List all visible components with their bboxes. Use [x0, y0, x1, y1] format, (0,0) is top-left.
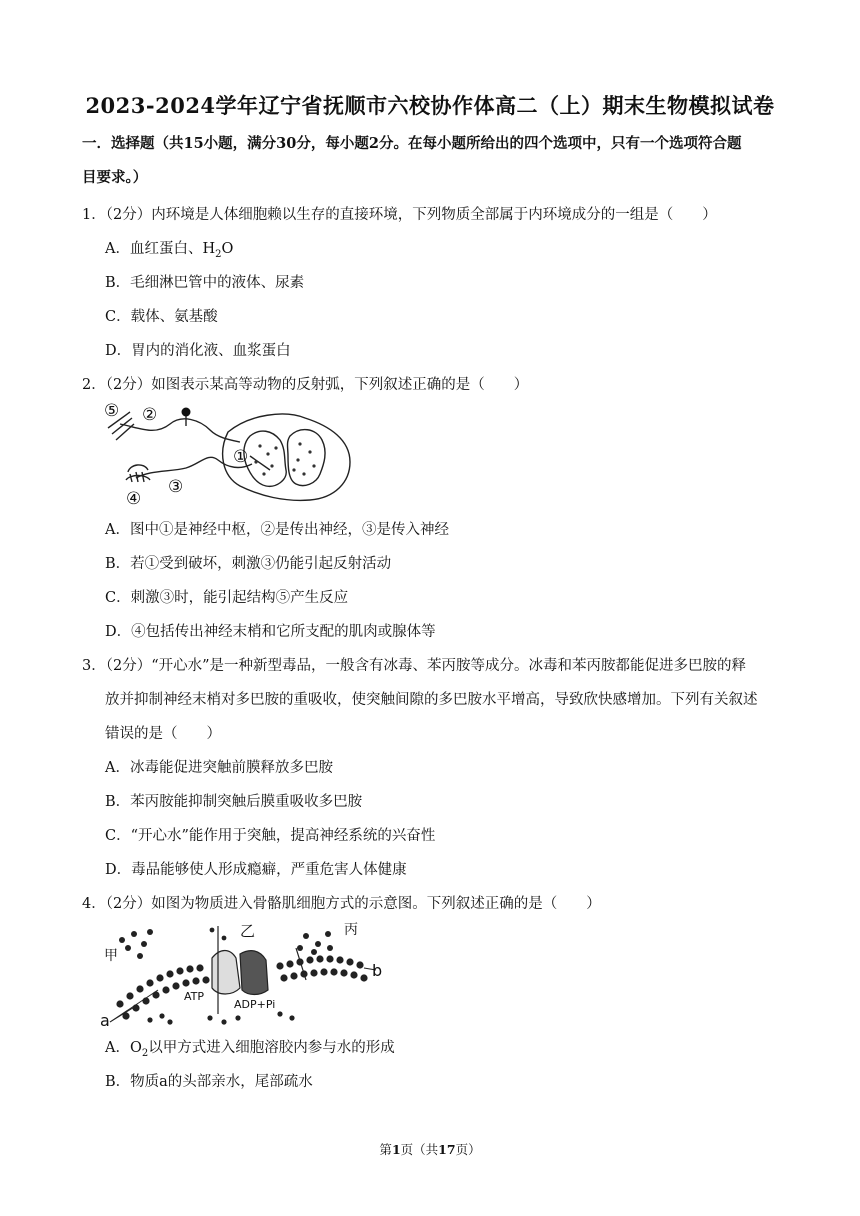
label-4: ④ [126, 489, 142, 509]
pump-protein [240, 951, 268, 995]
q1-option-a-text: A．血红蛋白、H [105, 241, 216, 257]
q2-stem: 2．（2分）如图表示某高等动物的反射弧，下列叙述正确的是（ ） [82, 377, 529, 393]
q2-option-d: D．④包括传出神经末梢和它所支配的肌肉或腺体等 [105, 624, 436, 640]
q2-option-a: A．图中①是神经中枢，②是传出神经，③是传入神经 [105, 522, 449, 538]
label-b: b [372, 961, 383, 980]
footer-total-pages: 17 [438, 1142, 456, 1157]
q1-option-b: B．毛细淋巴管中的液体、尿素 [105, 275, 305, 291]
membrane-transport-figure [100, 918, 390, 1028]
label-3: ③ [168, 477, 184, 497]
q3-option-d: D．毒品能够使人形成瘾癖，严重危害人体健康 [105, 862, 407, 878]
q4-option-b: B．物质a的头部亲水，尾部疏水 [105, 1074, 313, 1090]
page-title: 2023-2024学年辽宁省抚顺市六校协作体高二（上）期末生物模拟试卷 [85, 93, 775, 118]
footer-middle: 页（共 [400, 1142, 439, 1157]
footer-suffix: 页） [455, 1142, 481, 1157]
section-heading-line1: 一．选择题（共15小题，满分30分，每小题2分。在每小题所给出的四个选项中，只有一个选项符合题 [82, 135, 742, 152]
q2-option-b: B．若①受到破坏，刺激③仍能引起反射活动 [105, 556, 392, 572]
footer-prefix: 第 [379, 1142, 392, 1157]
carrier-protein [212, 951, 240, 995]
label-5: ⑤ [104, 401, 120, 421]
q3-stem-line3: 错误的是（ ） [105, 726, 221, 742]
q3-option-a: A．冰毒能促进突触前膜释放多巴胺 [105, 760, 333, 776]
q1-option-a-text-end: O [221, 241, 234, 257]
q1-option-a-subscript: 2 [215, 248, 222, 260]
label-1: ① [233, 447, 249, 467]
q3-option-b: B．苯丙胺能抑制突触后膜重吸收多巴胺 [105, 794, 363, 810]
page-footer [0, 1140, 860, 1158]
label-adp-pi: ADP+Pi [234, 998, 276, 1011]
ganglion-dot [182, 408, 191, 417]
q3-stem-line2: 放并抑制神经末梢对多巴胺的重吸收，使突触间隙的多巴胺水平增高，导致欣快感增加。下列有关叙述 [105, 692, 758, 708]
label-a: a [100, 1011, 110, 1028]
label-jia: 甲 [104, 948, 118, 964]
reflex-arc-figure [100, 400, 362, 512]
q4-option-a [105, 1036, 395, 1059]
q3-stem-line1: 3．（2分）“开心水”是一种新型毒品，一般含有冰毒、苯丙胺等成分。冰毒和苯丙胺都能促进多巴胺的释 [82, 658, 747, 674]
label-yi: 乙 [240, 922, 256, 940]
q4-option-a-text: A．O [105, 1040, 142, 1056]
q4-option-a-subscript: 2 [141, 1047, 149, 1059]
label-bing: 丙 [344, 922, 358, 938]
q1-option-a [105, 237, 233, 260]
q1-option-c: C．载体、氨基酸 [105, 309, 218, 325]
label-atp: ATP [184, 990, 205, 1003]
q3-option-c: C．“开心水”能作用于突触，提高神经系统的兴奋性 [105, 828, 436, 844]
q4-option-a-text-end: 以甲方式进入细胞溶胶内参与水的形成 [148, 1040, 395, 1056]
q1-option-d: D．胃内的消化液、血浆蛋白 [105, 343, 291, 359]
footer-page-number: 1 [391, 1142, 401, 1157]
q1-stem: 1．（2分）内环境是人体细胞赖以生存的直接环境，下列物质全部属于内环境成分的一组是（ ） [82, 207, 717, 223]
label-2: ② [142, 405, 158, 425]
q2-option-c: C．刺激③时，能引起结构⑤产生反应 [105, 590, 349, 606]
q4-stem: 4．（2分）如图为物质进入骨骼肌细胞方式的示意图。下列叙述正确的是（ ） [82, 896, 601, 912]
section-heading-line2: 目要求。） [82, 169, 148, 186]
